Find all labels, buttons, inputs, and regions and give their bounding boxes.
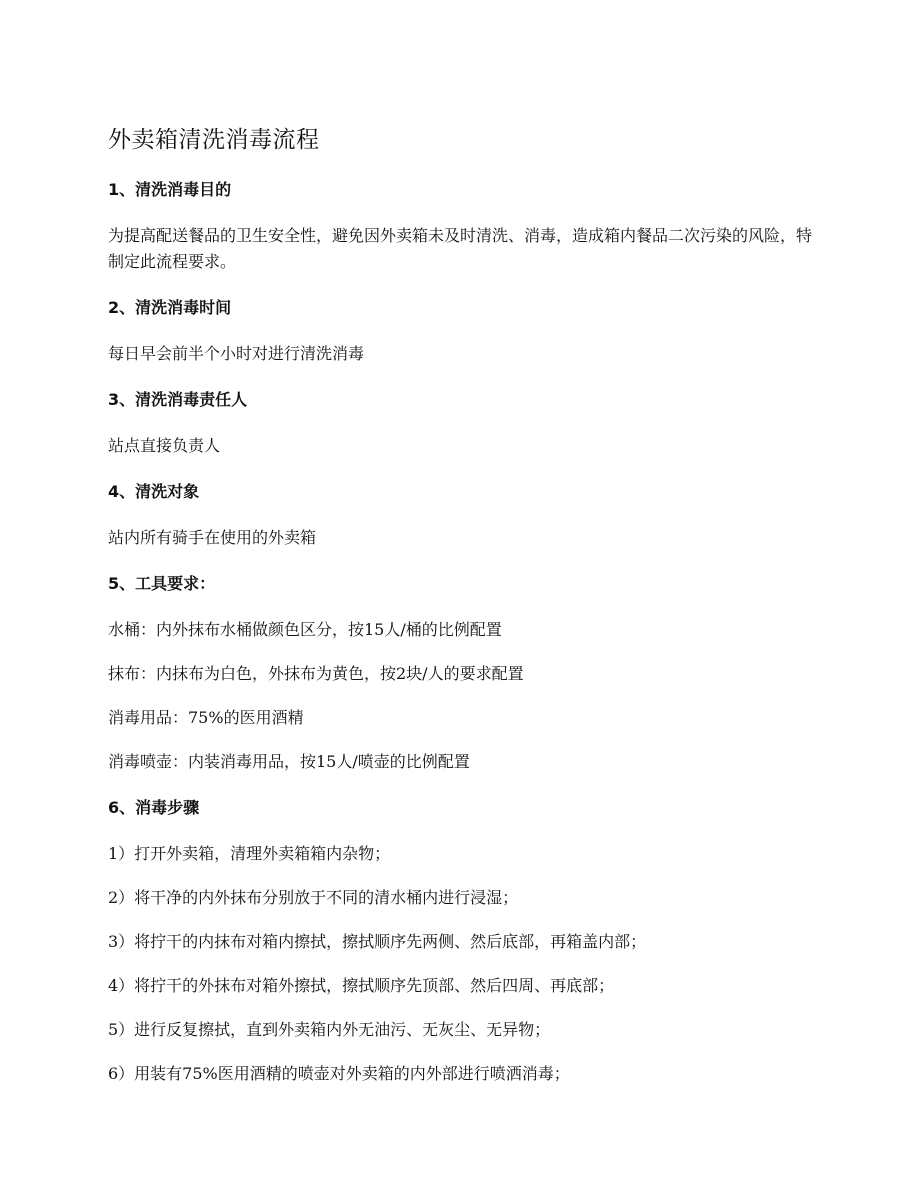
section-paragraph: 站内所有骑手在使用的外卖箱: [108, 528, 317, 547]
section-paragraph: 为提高配送餐品的卫生安全性，避免因外卖箱未及时清洗、消毒，造成箱内餐品二次污染的风险，特制定此流程要求。: [108, 226, 813, 271]
step-item: 2）将干净的内外抹布分别放于不同的清水桶内进行浸湿；: [108, 888, 519, 907]
section-steps: [108, 797, 824, 1087]
section-heading: 4、清洗对象: [108, 482, 200, 501]
step-item: 6）用装有75%医用酒精的喷壶对外卖箱的内外部进行喷洒消毒；: [108, 1064, 570, 1083]
section-heading: 5、工具要求：: [108, 574, 216, 593]
tool-item: 消毒用品：75%的医用酒精: [108, 708, 304, 727]
section-paragraph: 每日早会前半个小时对进行清洗消毒: [108, 344, 365, 363]
section-paragraph: 站点直接负责人: [108, 436, 221, 455]
section-tools: [108, 573, 824, 775]
step-item: 3）将拧干的内抹布对箱内擦拭，擦拭顺序先两侧、然后底部，再箱盖内部；: [108, 932, 647, 951]
section-heading: 1、清洗消毒目的: [108, 180, 232, 199]
document-title: 外卖箱清洗消毒流程: [108, 127, 320, 153]
tool-item: 抹布：内抹布为白色，外抹布为黄色，按2块/人的要求配置: [108, 664, 524, 683]
tool-item: 消毒喷壶：内装消毒用品，按15人/喷壶的比例配置: [108, 752, 470, 771]
tool-item: 水桶：内外抹布水桶做颜色区分，按15人/桶的比例配置: [108, 620, 502, 639]
step-item: 4）将拧干的外抹布对箱外擦拭，擦拭顺序先顶部、然后四周、再底部；: [108, 976, 615, 995]
section-target: [108, 481, 824, 551]
document-content: [108, 121, 824, 1087]
section-heading: 2、清洗消毒时间: [108, 298, 232, 317]
section-heading: 6、消毒步骤: [108, 798, 200, 817]
section-time: [108, 297, 824, 367]
step-item: 5）进行反复擦拭，直到外卖箱内外无油污、无灰尘、无异物；: [108, 1020, 551, 1039]
section-responsible: [108, 389, 824, 459]
section-purpose: [108, 179, 824, 275]
section-heading: 3、清洗消毒责任人: [108, 390, 248, 409]
step-item: 1）打开外卖箱，清理外卖箱箱内杂物；: [108, 844, 391, 863]
